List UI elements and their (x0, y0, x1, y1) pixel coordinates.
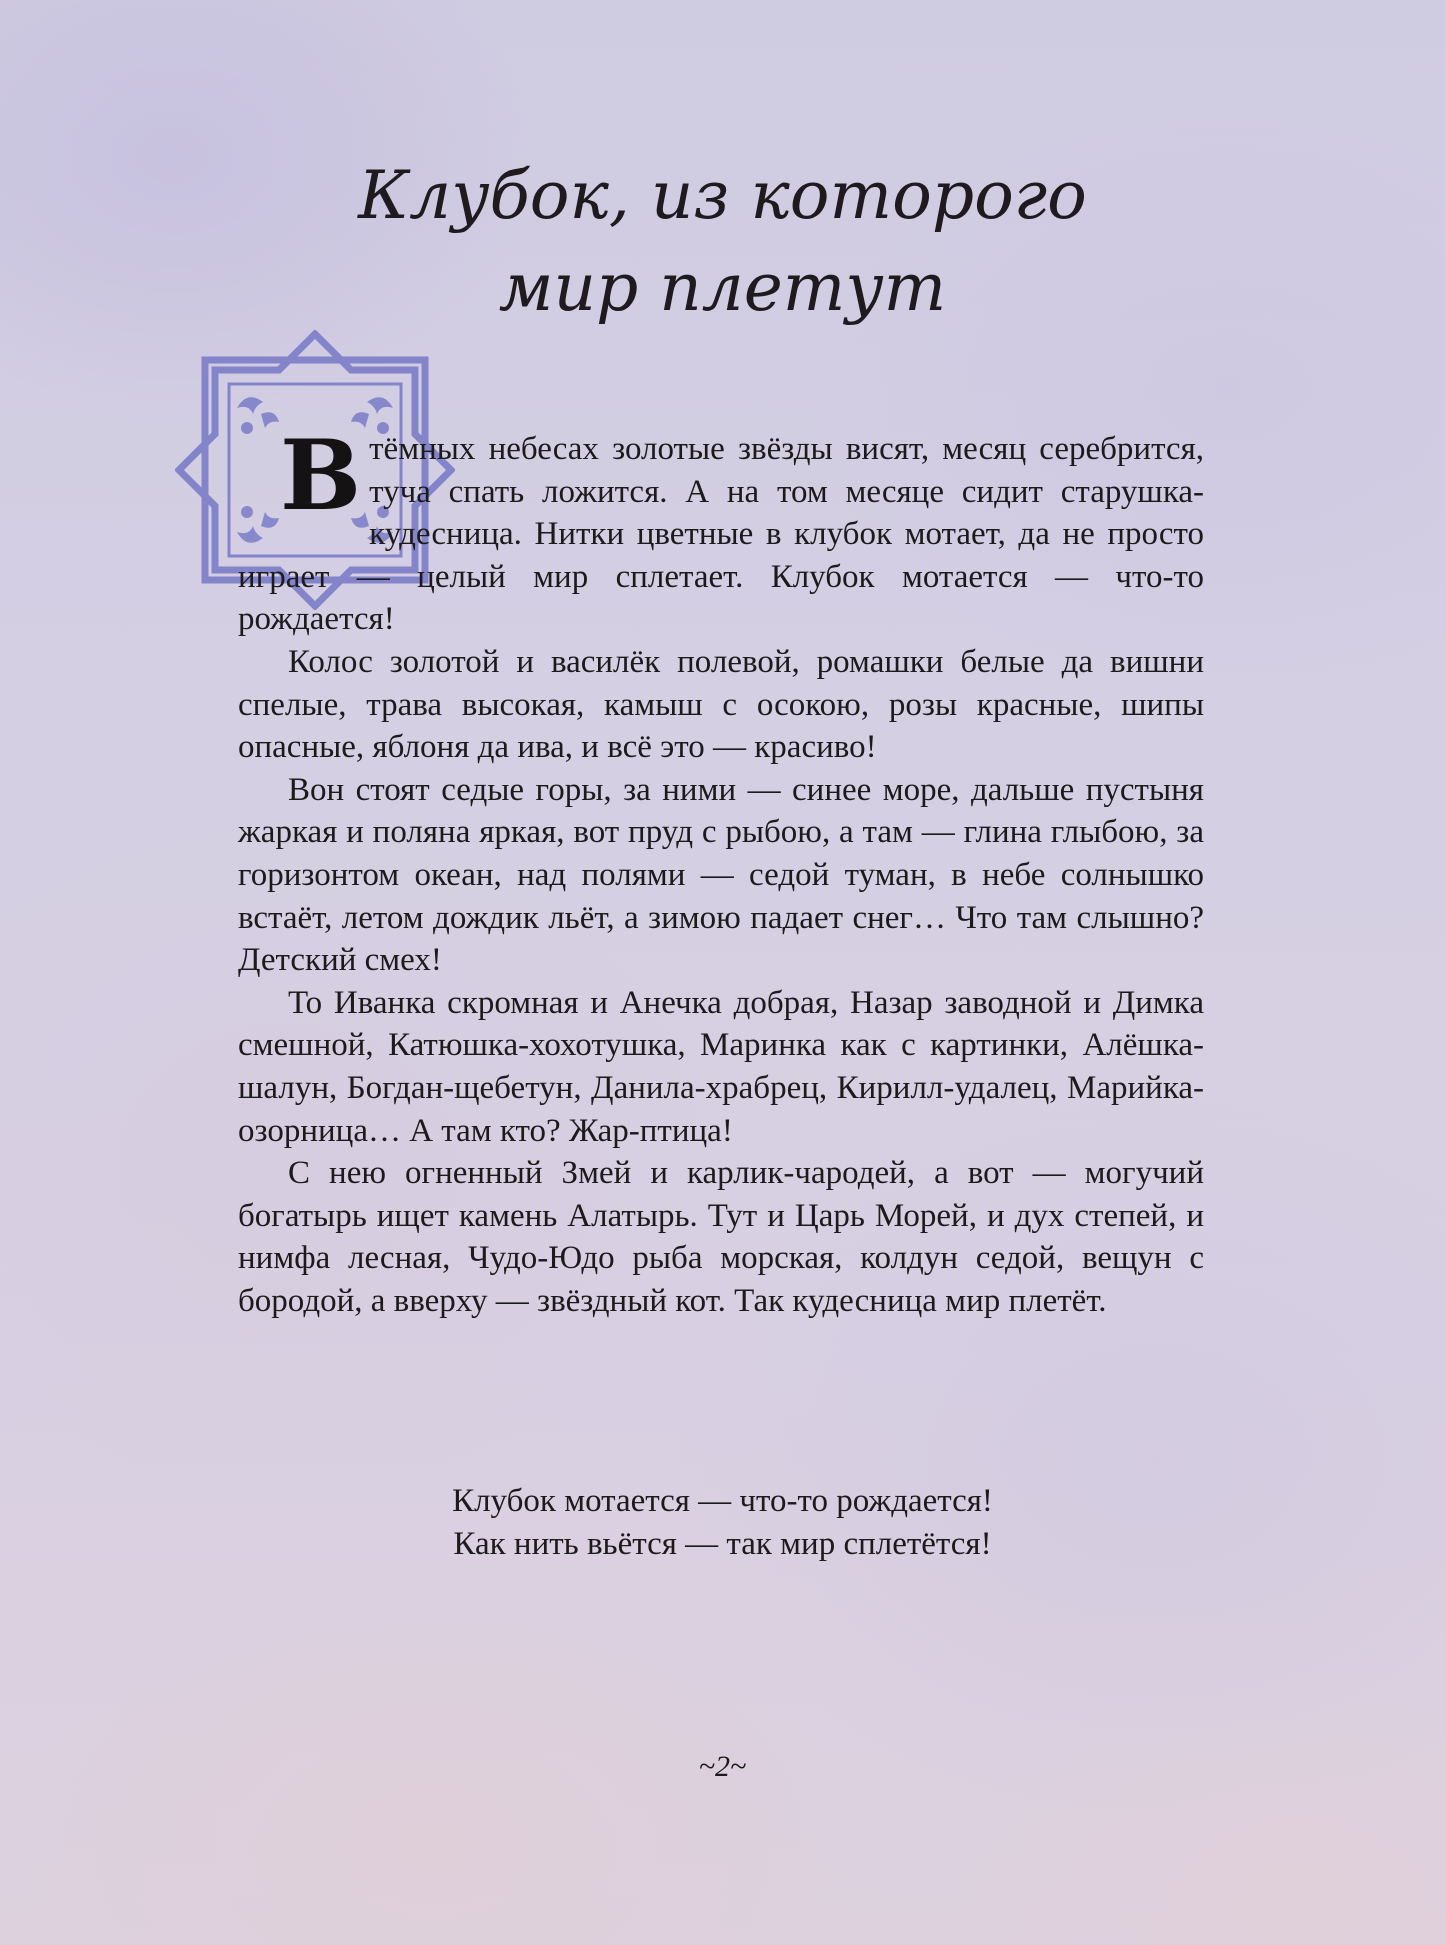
story-text (238, 419, 1204, 1322)
title-line-2: мир плетут (498, 249, 947, 326)
dropcap-letter: В (280, 419, 362, 532)
story-paragraph-3: Вон стоят седые горы, за ними — синее море, дальше пустыня жаркая и поляна яркая, вот пруд с рыбою, а там — глина глыбою, за горизонтом океан, над полями — седой туман, в небе солнышко встаёт, летом дождик льёт, а зимою падает снег… Что там слышно? Детский смех! (238, 771, 1204, 979)
story-paragraph-2: Колос золотой и василёк полевой, ромашки белые да вишни спелые, трава высокая, камыш с осокою, розы красные, шипы опасные, яблоня да ива, и всё это — красиво! (238, 643, 1204, 766)
story-paragraph-1-text: тёмных небесах золотые звёзды висят, месяц серебрится, туча спать ложится. А на том месяце сидит старушка-кудесница. Нитки цветные в клубок мотает, да не просто играет — целый мир сплетает. Клубок мотается — что-то рождается! (238, 431, 1204, 638)
story-paragraph-5: С нею огненный Змей и карлик-чародей, а вот — могучий богатырь ищет камень Алатырь. Тут и Царь Морей, и дух степей, и нимфа лесная, Чудо-Юдо рыба морская, колдун седой, вещун с бородой, а вверху — звёздный кот. Так кудесница мир плетёт. (238, 1155, 1204, 1319)
page-number: ~2~ (698, 1750, 747, 1783)
title-line-1: Клубок, из которого (358, 157, 1087, 234)
story-paragraph-4: То Иванка скромная и Анечка добрая, Назар заводной и Димка смешной, Катюшка-хохотушка, Маринка как с картинки, Алёшка-шалун, Богдан-щебетун, Данила-храбрец, Кирилл-удалец, Марийка-озорница… А там кто? Жар-птица! (238, 984, 1204, 1149)
verse-line-2: Как нить вьётся — так мир сплетётся! (453, 1525, 992, 1562)
closing-verse (0, 1480, 1445, 1565)
story-paragraph-1 (238, 419, 1204, 641)
verse-line-1: Клубок мотается — что-то рождается! (452, 1483, 993, 1519)
page-title (0, 150, 1445, 334)
